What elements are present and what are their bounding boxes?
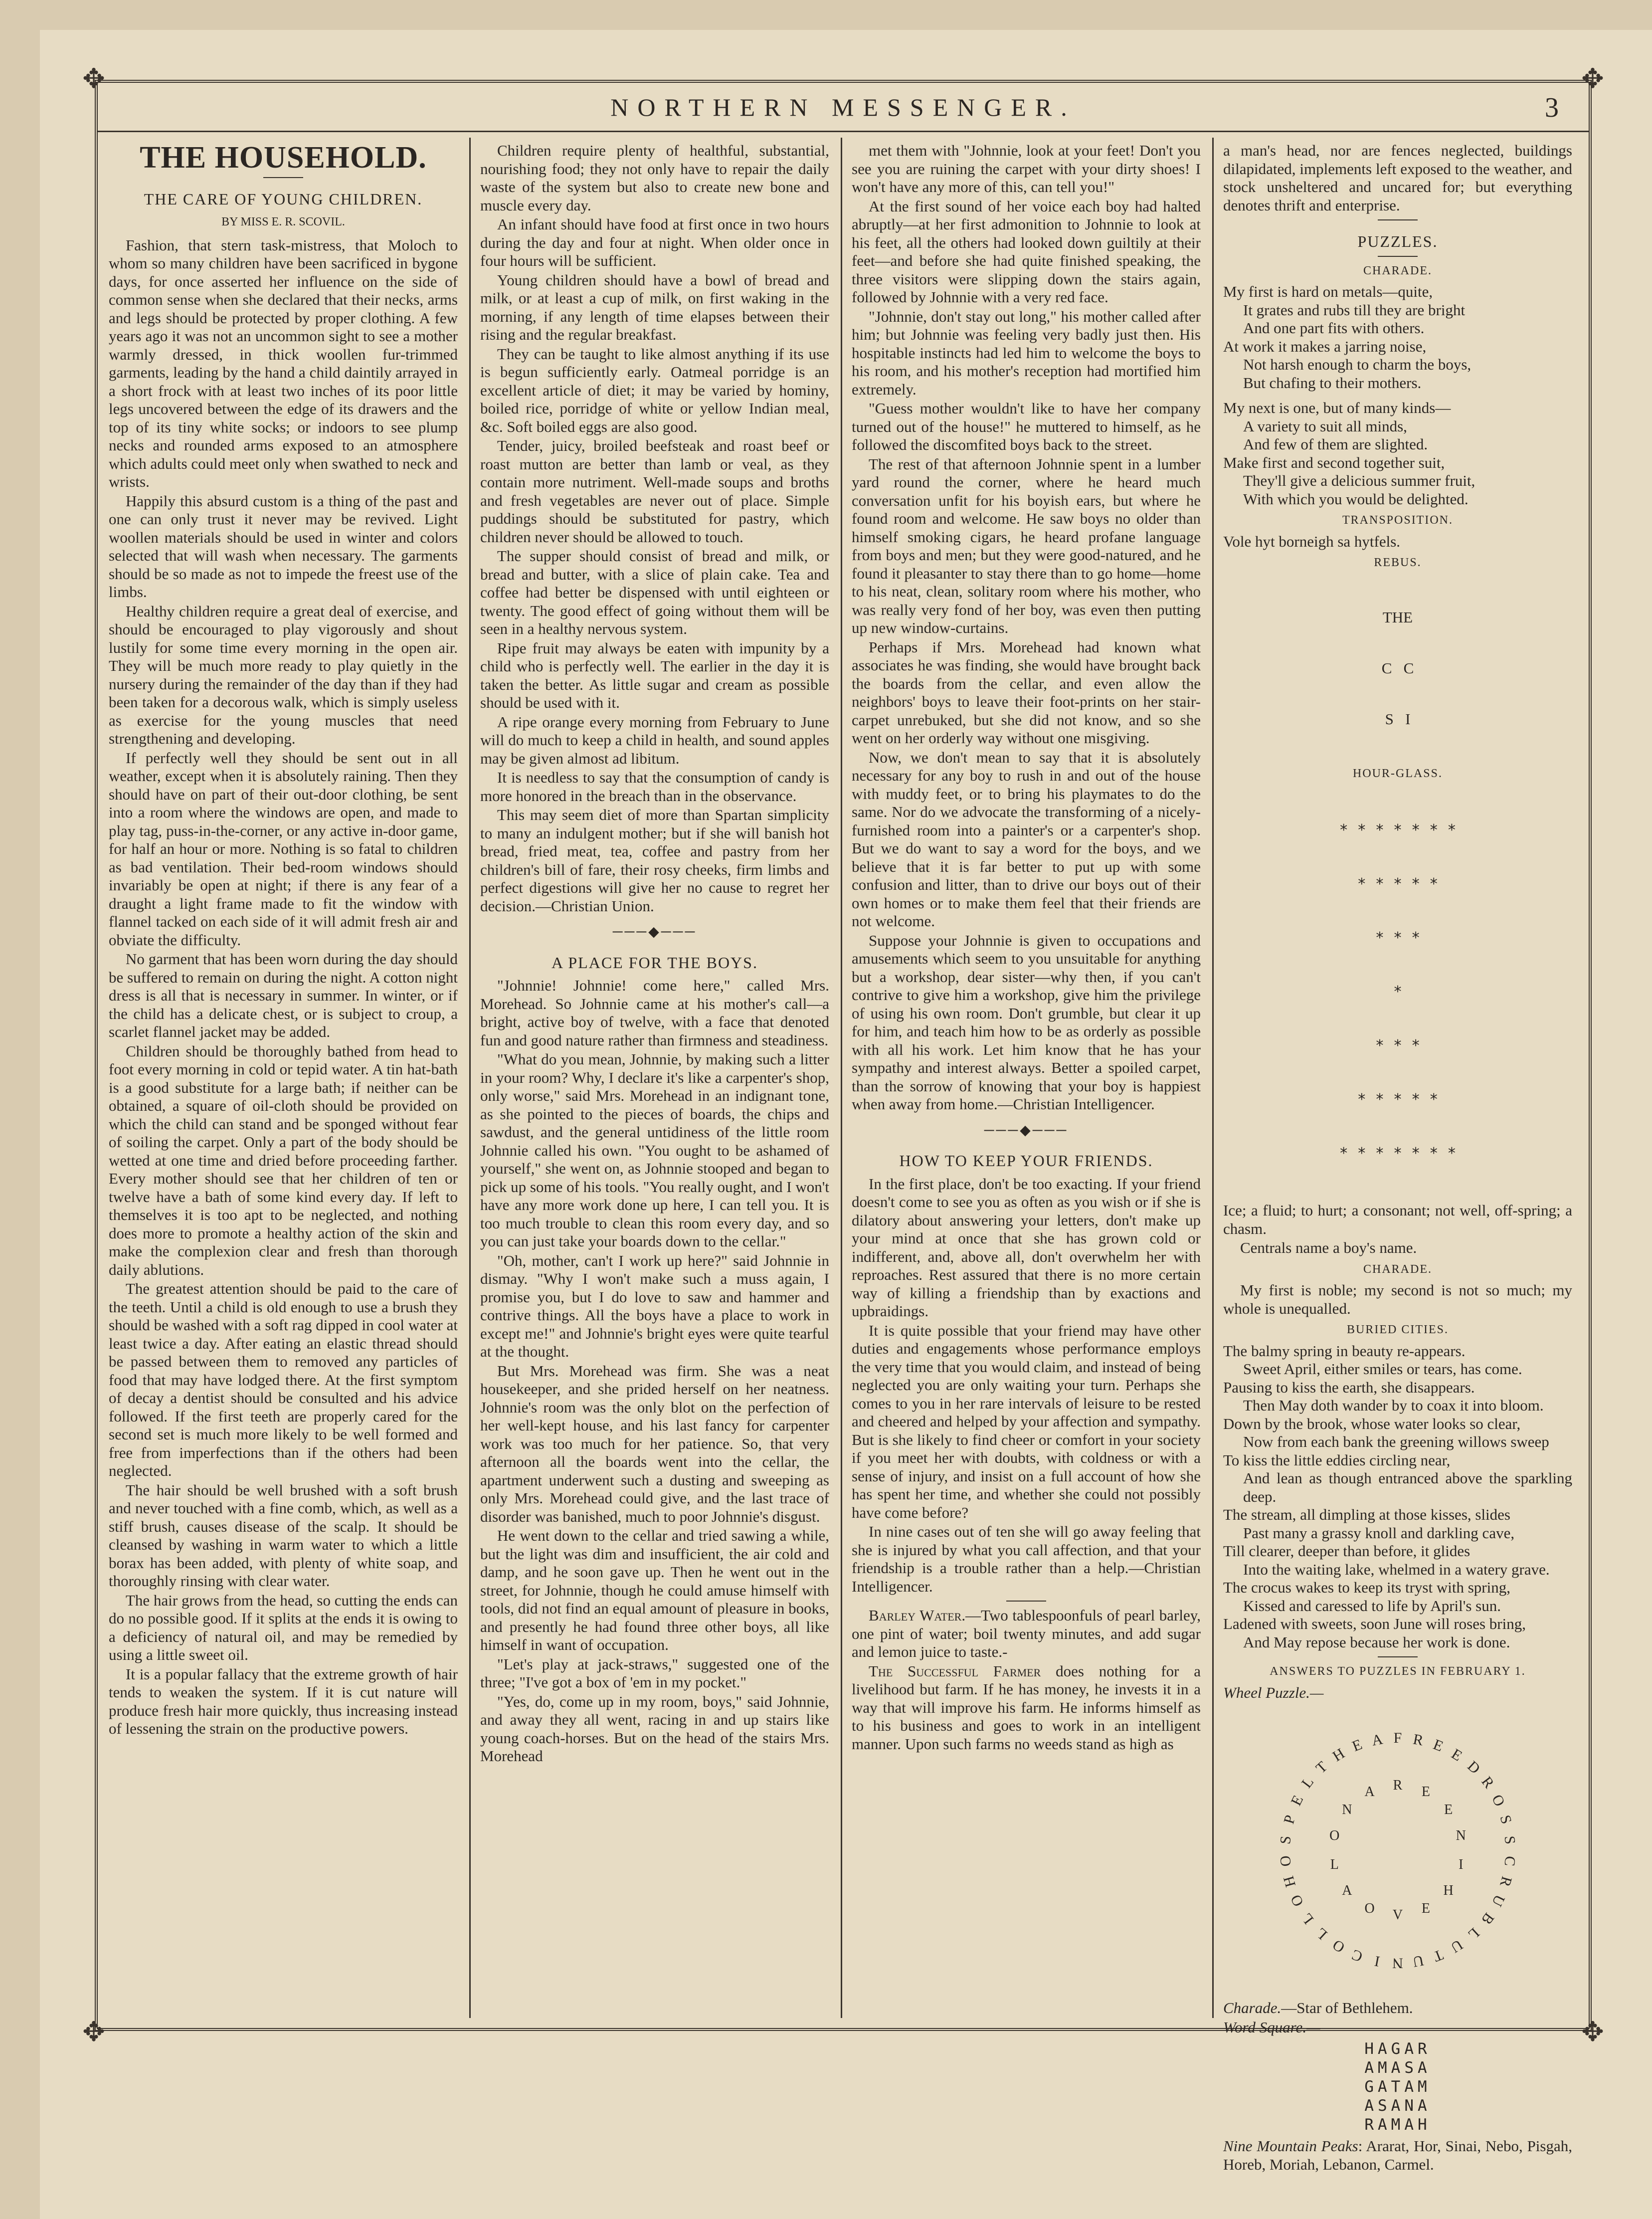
paragraph: Children require plenty of healthful, substantial, nourishing food; they not only have to repair the daily waste of the system but also to create new bone and muscle every day. bbox=[480, 142, 829, 214]
paragraph: Fashion, that stern task-mistress, that Moloch to whom so many children have been sacrificed in bygone days, for once asserted her influence on the side of common sense when she declared that their necks, arms and legs should be protected by proper clothing. A few years ago it was not an uncommon sight to see a mother warmly dressed, in thick woollen fur-trimmed garments, leading by the hand a child daintily arrayed in a short frock with at least two inches of its poor little legs uncovered between the edge of its drawers and the top of its tiny white socks; or indoors to see plump necks and rounded arms exposed to an atmosphere which adults could meet only when swathed to neck and wrists. bbox=[109, 236, 458, 490]
answer-text: : Ararat, Hor, Sinai, Nebo, Pisgah, Horeb, Moriah, Lebanon, Carmel. bbox=[1223, 2137, 1572, 2173]
answers-heading: ANSWERS TO PUZZLES IN FEBRUARY 1. bbox=[1270, 1665, 1526, 1678]
corner-ornament-icon: ✥ bbox=[82, 64, 105, 94]
buried-cities-poem bbox=[1223, 1342, 1572, 1652]
wheel-letter: F bbox=[1393, 1730, 1402, 1746]
wheel-letter: T bbox=[1431, 1946, 1446, 1965]
poem-line: Past many a grassy knoll and darkling cave, bbox=[1243, 1524, 1515, 1542]
wheel-spoke-letter: A bbox=[1364, 1784, 1375, 1800]
answer-label: Word Square.— bbox=[1223, 2018, 1320, 2036]
word-square-row: HAGAR bbox=[1364, 2040, 1431, 2058]
corner-ornament-icon: ✥ bbox=[82, 2017, 105, 2047]
divider-ornament-icon: ───◆─── bbox=[612, 924, 697, 940]
column-4 bbox=[1223, 142, 1572, 2175]
word-square-row: AMASA bbox=[1364, 2059, 1431, 2077]
paragraph: It is needless to say that the consumption of candy is more honored in the breach than in the observance. bbox=[480, 769, 829, 805]
paragraph: met them with "Johnnie, look at your feet! Don't you see you are ruining the carpet with your dirty shoes! I won't have any more of this, can tell you!" bbox=[852, 142, 1201, 196]
wheel-letter: E bbox=[1349, 1736, 1364, 1755]
column-2 bbox=[480, 142, 829, 1767]
charade-text: My first is noble; my second is not so much; my whole is unequalled. bbox=[1223, 1281, 1572, 1317]
wheel-spoke-letter: O bbox=[1329, 1828, 1340, 1844]
wheel-spoke-letter: E bbox=[1421, 1784, 1430, 1800]
item-text: does nothing for a livelihood but farm. If he has money, he invests it in a way that will improve his farm. He informs himself as to his business and goes to work in an intelligent manner. Upon such farms no weeds stand as high as bbox=[852, 1662, 1201, 1753]
poem-line: My first is hard on metals—quite, bbox=[1223, 283, 1433, 300]
hourglass-clues: Centrals name a boy's name. bbox=[1240, 1239, 1417, 1256]
byline: BY MISS E. R. SCOVIL. bbox=[221, 215, 345, 228]
hourglass-clues: Ice; a fluid; to hurt; a consonant; not well, off-spring; a chasm. bbox=[1223, 1202, 1572, 1237]
poem-line: The balmy spring in beauty re-appears. bbox=[1223, 1342, 1466, 1360]
poem-line: And May repose because her work is done. bbox=[1243, 1633, 1510, 1651]
wheel-letter: R bbox=[1477, 1774, 1497, 1792]
puzzle-title: CHARADE. bbox=[1363, 264, 1432, 277]
wheel-spoke-letter: A bbox=[1342, 1883, 1352, 1899]
wheel-letter: H bbox=[1329, 1745, 1348, 1765]
paragraph: a man's head, nor are fences neglected, buildings dilapidated, implements left exposed to the weather, and stock unsheltered and uncared for; but everything denotes thrift and enterprise. bbox=[1223, 142, 1572, 214]
answer-label: Nine Mountain Peaks bbox=[1223, 2137, 1358, 2155]
column-1 bbox=[109, 142, 458, 1739]
paragraph: Perhaps if Mrs. Morehead had known what associates he was finding, she would have brought back the boards from the cellar, and even allow the neighbors' boys to leave their foot-prints on her stair-carpet unrebuked, but she did not know, and so she went on her orderly way without one misgiving. bbox=[852, 638, 1201, 747]
paragraph: The hair grows from the head, so cutting the ends can do no possible good. If it splits at the ends it is owing to a deficiency of natural oil, and may be remedied by using a little sweet oil. bbox=[109, 1591, 458, 1663]
paragraph: Healthy children require a great deal of exercise, and should be encouraged to play vigorously and shout lustily for some time every morning in the open air. They will be much more ready to play quietly in the nursery during the remainder of the day than if they had been taken for a decorous walk, which is simply useless as exercise for the young muscles that need strengthening and developing. bbox=[109, 602, 458, 747]
poem-line: But chafing to their mothers. bbox=[1243, 374, 1422, 392]
word-square bbox=[1223, 2039, 1572, 2134]
paragraph: Happily this absurd custom is a thing of the past and one can only trust it never may be revived. Light woollen materials should be used in winter and colors selected that will wash when necessary. The garments should be so made as not to impede the freest use of the limbs. bbox=[109, 492, 458, 601]
puzzle-title: TRANSPOSITION. bbox=[1342, 514, 1453, 527]
hourglass-row: * * * * * * * bbox=[1339, 821, 1457, 839]
paragraph: In nine cases out of ten she will go away feeling that she is injured by what you call affection, and that your friendship is a trouble rather than a help.—Christian Intelligencer. bbox=[852, 1523, 1201, 1595]
wheel-letter: S bbox=[1277, 1835, 1294, 1845]
wheel-spoke-letter: H bbox=[1443, 1883, 1454, 1899]
poem-line: To kiss the little eddies circling near, bbox=[1223, 1451, 1451, 1469]
rebus-line: C C bbox=[1381, 659, 1414, 677]
wheel-letter: E bbox=[1287, 1793, 1306, 1809]
word-square-row: GATAM bbox=[1364, 2078, 1431, 2096]
paragraph: This may seem diet of more than Spartan simplicity to many an indulgent mother; but if she will banish hot bread, fried meat, tea, coffee and pastry from her children's bill of fare, their rosy cheeks, firm limbs and perfect digestions will give her no cause to regret her decision.—Christian Union. bbox=[480, 806, 829, 915]
paragraph: A ripe orange every morning from February to June will do much to keep a child in health, and sound apples may be given almost ad libitum. bbox=[480, 713, 829, 767]
poem-line: And one part fits with others. bbox=[1243, 319, 1425, 337]
wheel-letter: H bbox=[1280, 1874, 1299, 1889]
paragraph: An infant should have food at first once in two hours during the day and four at night. When older once in four hours will be sufficient. bbox=[480, 215, 829, 269]
poem-line: At work it makes a jarring noise, bbox=[1223, 337, 1427, 355]
paragraph: No garment that has been worn during the day should be suffered to remain on during the night. A cotton night dress is all that is necessary in summer. In winter, or if the child has a delicate chest, or is subject to croup, a scarlet flannel jacket may be added. bbox=[109, 950, 458, 1040]
paragraph: The greatest attention should be paid to the care of the teeth. Until a child is old enough to use a brush they should be washed with a soft rag dipped in cool water at least twice a day. After eating an elastic thread should be passed between them to removed any particles of food that may have lodged there. At the first symptom of decay a dentist should be consulted and his advice followed. If the first teeth are properly cared for the second set is much more likely to be well formed and free from imperfections than if the others had been neglected. bbox=[109, 1280, 458, 1479]
poem-line: Sweet April, either smiles or tears, has come. bbox=[1243, 1360, 1522, 1378]
newspaper-page bbox=[40, 30, 1652, 2219]
poem-line: It grates and rubs till they are bright bbox=[1243, 301, 1466, 319]
article-title: HOW TO KEEP YOUR FRIENDS. bbox=[899, 1152, 1153, 1170]
wheel-letter: S bbox=[1496, 1813, 1515, 1826]
article-title: A PLACE FOR THE BOYS. bbox=[551, 953, 758, 972]
paragraph: Children should be thoroughly bathed from head to foot every morning in cold or tepid water. A tin hat-bath is a good substitute for a large bath; if neither can be obtained, a square of oil-cloth should be provided on which the child can stand and be sponged without fear of soiling the carpet. Only a part of the body should be wetted at one time and dried before proceeding farther. Every mother should see that her children of ten or twelve have a bath of some kind every day. If left to themselves it is too apt to be neglected, and nothing does more to promote a healthy action of the skin and make the complexion clear and fresh than thorough daily ablutions. bbox=[109, 1042, 458, 1278]
column-3 bbox=[852, 142, 1201, 1754]
puzzle-title: HOUR-GLASS. bbox=[1352, 767, 1443, 780]
page-frame bbox=[82, 64, 1604, 2173]
paragraph: It is quite possible that your friend may have other duties and engagements whose performance employs the very time that you would claim, and instead of being neglected you are only waiting your turn. Perhaps she comes to you in her rare intervals of leisure to be rested and cheered and helped by your affection and sympathy. But is she likely to find cheer or comfort in your society if you meet her with doubts, with coldness or with a sense of injury, and insist on a full account of how she has spent her time, and whether she could not possibly have come before? bbox=[852, 1321, 1201, 1521]
paragraph: "What do you mean, Johnnie, by making such a litter in your room? Why, I declare it's like a carpenter's shop, only worse," said Mrs. Morehead in an indignant tone, as she pointed to the pieces of boards, the chips and sawdust, and the general untidiness of the little room Johnnie called his own. "You ought to be ashamed of yourself," she went on, as Johnnie stooped and began to pick up some of his tools. "You really ought, and I won't have any more work done up here, I can tell you. It is too much trouble to clean this room every day, and so you can just take your boards down to the cellar." bbox=[480, 1050, 829, 1250]
poem-line: And few of them are slighted. bbox=[1243, 435, 1428, 453]
wheel-letter: T bbox=[1313, 1758, 1331, 1777]
paragraph: Tender, juicy, broiled beefsteak and roast beef or roast mutton are better than lamb or veal, as they contain more nutriment. Well-made soups and broths and fresh vegetables are never out of place. Simple puddings should be substituted for pastry, which children never should be allowed to touch. bbox=[480, 437, 829, 546]
poem-line: Then May doth wander by to coax it into bloom. bbox=[1243, 1397, 1544, 1414]
wheel-letter: I bbox=[1373, 1953, 1381, 1970]
item-lead: Barley Water. bbox=[869, 1607, 966, 1624]
puzzles-heading: PUZZLES. bbox=[1357, 232, 1438, 250]
paragraph: The rest of that afternoon Johnnie spent in a lumber yard round the corner, where he heard much conversation unfit for his boyish ears, but where he found room and welcome. He saw boys no older than himself smoking cigars, he heard profane language from boys and men; but they were good-natured, and he found it pleasanter to stay there than to go home—home to his neat, clean, solitary room where his mother, who was really very fond of her boy, was even then putting up new window-curtains. bbox=[852, 455, 1201, 636]
wheel-spoke-letter: L bbox=[1330, 1856, 1339, 1872]
farmer-item bbox=[852, 1662, 1201, 1754]
wheel-letter: L bbox=[1298, 1910, 1317, 1927]
wheel-letter: L bbox=[1313, 1924, 1331, 1943]
wheel-letter: O bbox=[1277, 1854, 1294, 1867]
wheel-letter: U bbox=[1448, 1936, 1466, 1956]
corner-ornament-icon: ✥ bbox=[1581, 64, 1604, 94]
wheel-letter: O bbox=[1488, 1792, 1508, 1809]
wheel-spoke-letter: N bbox=[1456, 1828, 1466, 1844]
divider bbox=[263, 177, 303, 178]
wheel-letter: L bbox=[1298, 1774, 1317, 1792]
poem-line: My next is one, but of many kinds— bbox=[1223, 399, 1451, 416]
poem-line: Down by the brook, whose water looks so clear, bbox=[1223, 1414, 1521, 1432]
paragraph: Suppose your Johnnie is given to occupations and amusements which seem to you unsuitable for anything but a workshop, dear sister—why then, if you can't contrive to give him a workshop, give him the privilege of using his own room. Don't grumble, but clear it up for him, and teach him how to be as orderly as possible with all his work. Let him know that he has your sympathy and interest always. Better a spoiled carpet, than the sorrow of knowing that your boy is happiest when away from home.—Christian Intelligencer. bbox=[852, 931, 1201, 1113]
puzzle-title: CHARADE. bbox=[1363, 1262, 1432, 1276]
poem-line: Kissed and caressed to life by April's sun. bbox=[1243, 1597, 1501, 1614]
wheel-letter: C bbox=[1349, 1946, 1365, 1965]
wheel-letter: R bbox=[1496, 1874, 1515, 1889]
poem-line: And lean as though entranced above the sparkling deep. bbox=[1243, 1469, 1572, 1505]
corner-ornament-icon: ✥ bbox=[1581, 2017, 1604, 2047]
section-heading: THE HOUSEHOLD. bbox=[140, 141, 427, 175]
wheel-letter: O bbox=[1287, 1892, 1307, 1909]
paragraph: "Let's play at jack-straws," suggested one of the three; "I've got a box of 'em in my pocket." bbox=[480, 1655, 829, 1691]
rebus-line: THE bbox=[1382, 608, 1413, 626]
hourglass-row: * * * * * * * bbox=[1339, 1145, 1457, 1162]
wheel-puzzle-label: Wheel Puzzle.— bbox=[1223, 1683, 1324, 1701]
paragraph: Ripe fruit may always be eaten with impunity by a child who is perfectly well. The earlier in the day it is taken the better. As little sugar and cream as possible should be used with it. bbox=[480, 639, 829, 711]
wheel-letter: E bbox=[1431, 1736, 1446, 1755]
poem-line: A variety to suit all minds, bbox=[1243, 417, 1407, 435]
paragraph: But Mrs. Morehead was firm. She was a neat housekeeper, and she prided herself on her neatness. Johnnie's room was the only blot on the perfection of her well-kept house, and his last fancy for carpenter work was too much for her patience. So, that very afternoon all the boards went into the cellar, the apartment underwent such a dusting and sweeping as only Mrs. Morehead could give, and the last trace of disorder was banished, much to poor Johnnie's disgust. bbox=[480, 1362, 829, 1525]
paragraph: "Johnnie, don't stay out long," his mother called after him; but Johnnie was feeling very badly just then. His hospitable instincts had led him to welcome the boys to his room, and his mother's reception had mortified him extremely. bbox=[852, 307, 1201, 398]
wheel-letter: O bbox=[1329, 1936, 1348, 1956]
item-lead: The Successful Farmer bbox=[869, 1662, 1041, 1680]
poem-line: The stream, all dimpling at those kisses, slides bbox=[1223, 1506, 1510, 1523]
wheel-spoke-letter: E bbox=[1421, 1901, 1430, 1917]
paragraph: The hair should be well brushed with a soft brush and never touched with a fine comb, which, as well as a stiff brush, causes disease of the scalp. It should be cleansed by washing in warm water to which a little borax has been added, with plenty of white soap, and thoroughly rinsing with clear water. bbox=[109, 1481, 458, 1590]
column-divider bbox=[841, 138, 842, 2018]
wheel-letter: S bbox=[1501, 1835, 1518, 1845]
hourglass-row: * bbox=[1393, 983, 1403, 1001]
answer-text: —Star of Bethlehem. bbox=[1281, 1999, 1413, 2017]
paragraph: They can be taught to like almost anything if its use is begun sufficiently early. Oatmeal porridge is an excellent article of diet; it may be varied by hominy, boiled rice, porridge of white or yellow Indian meal, &c. Soft boiled eggs are also good. bbox=[480, 345, 829, 435]
hourglass-row: * * * * * bbox=[1357, 1091, 1439, 1108]
wheel-spoke-letter: R bbox=[1393, 1778, 1403, 1793]
hourglass-row: * * * bbox=[1375, 929, 1421, 947]
masthead-title: NORTHERN MESSENGER. bbox=[610, 93, 1076, 121]
rebus bbox=[1223, 575, 1572, 762]
paragraph: "Yes, do, come up in my room, boys," said Johnnie, and away they all went, racing in and up stairs like young coach-horses. But on the head of the stairs Mrs. Morehead bbox=[480, 1692, 829, 1765]
wheel-letter: C bbox=[1501, 1855, 1519, 1867]
wheel-letter: N bbox=[1392, 1955, 1403, 1972]
wheel-letter: U bbox=[1488, 1892, 1508, 1909]
wheel-spoke-letter: O bbox=[1364, 1901, 1375, 1917]
wheel-ring bbox=[1278, 1731, 1517, 1970]
column-divider bbox=[469, 138, 471, 2018]
poem-line: With which you would be delighted. bbox=[1243, 490, 1468, 508]
wheel-spoke-letter: E bbox=[1444, 1802, 1453, 1817]
hourglass-figure bbox=[1223, 786, 1572, 1199]
barley-water-item bbox=[852, 1607, 1201, 1661]
word-square-row: ASANA bbox=[1364, 2097, 1431, 2115]
wheel-letter: U bbox=[1411, 1952, 1426, 1971]
paragraph: Young children should have a bowl of bread and milk, or at least a cup of milk, on first waking in the morning, if any length of time elapses between their rising and the regular breakfast. bbox=[480, 271, 829, 343]
hourglass-row: * * * * * bbox=[1357, 875, 1439, 893]
wheel-puzzle-figure bbox=[1258, 1711, 1537, 1990]
paragraph: He went down to the cellar and tried sawing a while, but the light was dim and insufficient, the air cold and damp, and he soon gave up. Then he went out in the street, for Johnnie, though he could amuse himself with tools, did not find an equal amount of pleasure in books, and presently he had found three other boys, all like himself in want of occupation. bbox=[480, 1527, 829, 1653]
wheel-letter: A bbox=[1370, 1731, 1384, 1749]
masthead bbox=[98, 83, 1589, 132]
divider bbox=[1378, 256, 1418, 257]
poem-line: Into the waiting lake, whelmed in a watery grave. bbox=[1243, 1560, 1550, 1578]
poem-line: Pausing to kiss the earth, she disappears. bbox=[1223, 1378, 1475, 1396]
wheel-spoke-letter: N bbox=[1342, 1802, 1352, 1817]
poem-line: Make first and second together suit, bbox=[1223, 453, 1445, 471]
wheel-letter: D bbox=[1464, 1757, 1483, 1777]
divider-ornament-icon: ───◆─── bbox=[984, 1122, 1069, 1138]
poem-line: Now from each bank the greening willows sweep bbox=[1243, 1433, 1549, 1450]
poem-line: The crocus wakes to keep its tryst with spring, bbox=[1223, 1579, 1510, 1596]
poem-line: Not harsh enough to charm the boys, bbox=[1243, 356, 1471, 373]
wheel-letter: R bbox=[1412, 1731, 1425, 1749]
wheel-spoke-letter: V bbox=[1392, 1907, 1403, 1923]
paragraph: In the first place, don't be too exacting. If your friend doesn't come to see you as often as you wish or if she is dilatory about answering your letters, don't make up your mind at once that she has grown cold or indifferent, and, above all, don't overwhelm her with reproaches. Rest assured that there is no more certain way of killing a friendship than by exactions and upbraidings. bbox=[852, 1175, 1201, 1320]
transposition-text: Vole hyt borneigh sa hytfels. bbox=[1223, 532, 1401, 550]
column-divider bbox=[1212, 138, 1214, 2018]
puzzle-title: BURIED CITIES. bbox=[1347, 1323, 1449, 1336]
wheel-letter: L bbox=[1465, 1924, 1482, 1943]
page-number: 3 bbox=[1545, 92, 1559, 123]
wheel-letter: B bbox=[1477, 1909, 1497, 1928]
puzzle-title: REBUS. bbox=[1374, 556, 1422, 569]
wheel-letter: P bbox=[1280, 1813, 1299, 1826]
paragraph: "Johnnie! Johnnie! come here," called Mrs. Morehead. So Johnnie came at his mother's call—a bright, active boy of twelve, with a face that denoted fun and good nature rather than firmness and steadiness. bbox=[480, 977, 829, 1049]
paragraph: "Guess mother wouldn't like to have her company turned out of the house!" he muttered to himself, as he followed the discomfited boys back to the street. bbox=[852, 400, 1201, 453]
wheel-spoke-letter: I bbox=[1459, 1856, 1464, 1872]
wheel-letter: E bbox=[1449, 1745, 1466, 1765]
poem-line: Ladened with sweets, soon June will roses bring, bbox=[1223, 1615, 1526, 1632]
divider bbox=[1378, 219, 1418, 220]
paragraph: At the first sound of her voice each boy had halted abruptly—at her first admonition to Johnnie to look at his feet, all the others had looked down guiltily at their feet—and before she had quite finished speaking, the three visitors were slipping down the stairs again, followed by Johnnie with a very red face. bbox=[852, 197, 1201, 306]
paragraph: "Oh, mother, can't I work up here?" said Johnnie in dismay. "Why I won't make such a muss again, I promise you, but I do love to saw and hammer and contrive things. All the boys have a place to work in except me!" and Johnnie's bright eyes were quite tearful at the thought. bbox=[480, 1251, 829, 1360]
rebus-line: S I bbox=[1385, 710, 1411, 728]
divider bbox=[1006, 1601, 1046, 1602]
paragraph: If perfectly well they should be sent out in all weather, except when it is absolutely raining. Then they should have on part of their out-door clothing, be sent into a room where the windows are open, and made to play tag, puss-in-the-corner, or any active in-door game, for half an hour or more. Nothing is so fatal to children as bad ventilation. Their bed-room windows should invariably be open at night; if there is any fear of a draught a light frame made to fit the window with flannel tacked on each side of it will admit fresh air and obviate the difficulty. bbox=[109, 749, 458, 949]
answer-label: Charade. bbox=[1223, 1999, 1282, 2017]
poem-line: Till clearer, deeper than before, it glides bbox=[1223, 1542, 1470, 1560]
paragraph: The supper should consist of bread and milk, or bread and butter, with a slice of plain cake. Tea and coffee had better be dispensed with until eighteen or twenty. The good effect of going without them will be seen in a healthy nervous system. bbox=[480, 547, 829, 637]
divider bbox=[1378, 1656, 1418, 1657]
paragraph: Now, we don't mean to say that it is absolutely necessary for any boy to rush in and out of the house with muddy feet, or to bring his playmates to do the same. Nor do we advocate the transforming of a nicely-furnished room into a painter's or a carpenter's shop. But we do want to say a word for the boys, and we believe that it is far better to put up with some confusion and litter, than to drive our boys out of their own homes or to make them feel that their friends are not welcome. bbox=[852, 748, 1201, 930]
charade-poem bbox=[1223, 283, 1572, 508]
hourglass-row: * * * bbox=[1375, 1037, 1421, 1054]
article-title: THE CARE OF YOUNG CHILDREN. bbox=[144, 190, 423, 208]
item-text: —Two tablespoonfuls of pearl barley, one pint of water; boil twenty minutes, and add sugar and lemon juice to taste.- bbox=[852, 1607, 1201, 1660]
poem-line: They'll give a delicious summer fruit, bbox=[1243, 472, 1475, 489]
paragraph: It is a popular fallacy that the extreme growth of hair tends to weaken the system. If it is cut nature will produce fresh hair more quickly, thus increasing instead of lessening the strain on the productive powers. bbox=[109, 1665, 458, 1737]
word-square-row: RAMAH bbox=[1364, 2116, 1431, 2134]
